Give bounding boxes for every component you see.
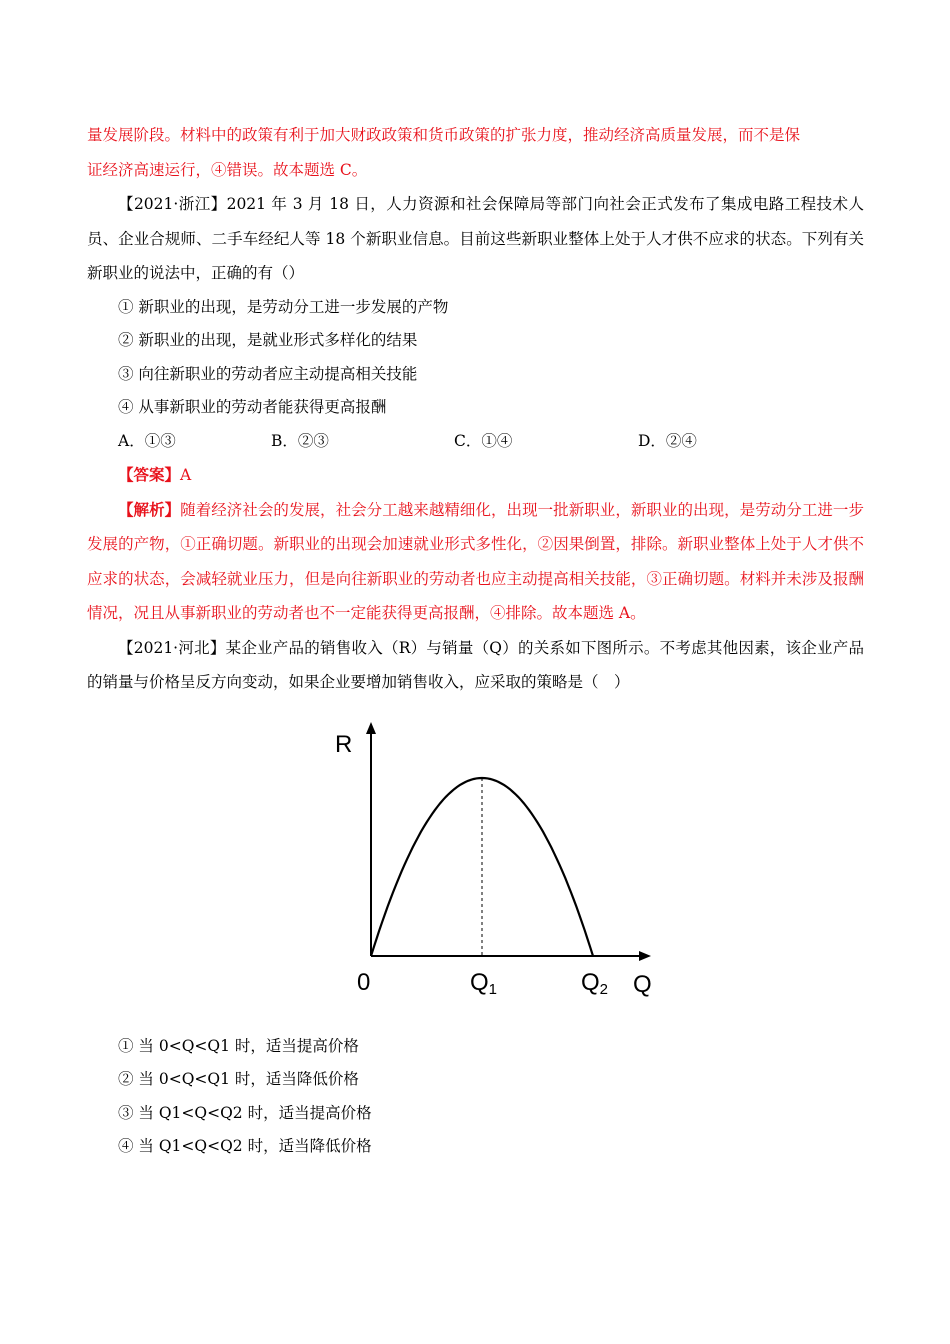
- origin-label: 0: [357, 968, 371, 996]
- y-axis-label: R: [335, 730, 353, 758]
- analysis-text: 随着经济社会的发展，社会分工越来越精细化，出现一批新职业，新职业的出现，是劳动分工进一步发展的产物，①正确切题。新职业的出现会加速就业形式多性化，②因果倒置，排除。新职业整体上处于人才供不应求的状态，会减轻就业压力，但是向往新职业的劳动者也应主动提高相关技能，③正确切题。材料并未涉及报酬情况，况且从事新职业的劳动者也不一定能获得更高报酬，④排除。故本题选 A。: [87, 500, 864, 622]
- analysis-tag: 【解析】: [118, 499, 181, 519]
- choice-a: A．①③: [118, 431, 176, 450]
- question-2-text: 某企业产品的销售收入（R）与销量（Q）的关系如下图所示。不考虑其他因素，该企业产品的销量与价格呈反方向变动，如果企业要增加销售收入，应采取的策略是（ ）: [87, 638, 865, 691]
- previous-analysis-line2: 证经济高速运行，④错误。故本题选 C。: [87, 160, 368, 179]
- question-1-option-3: ③ 向往新职业的劳动者应主动提高相关技能: [118, 364, 418, 383]
- x-tick-q1: [470, 969, 497, 998]
- question-2-option-4: ④ 当 Q1<Q<Q2 时，适当降低价格: [118, 1137, 372, 1155]
- question-1-choices: [87, 425, 864, 459]
- question-1-text: 2021 年 3 月 18 日，人力资源和社会保障局等部门向社会正式发布了集成电路工程技术人员、企业合规师、二手车经纪人等 18 个新职业信息。目前这些新职业整体上处于人才供不应求的状态。下列有关新职业的说法中，正确的有（）: [87, 195, 864, 282]
- question-2-option-3: ③ 当 Q1<Q<Q2 时，适当提高价格: [118, 1103, 372, 1122]
- x-axis-arrow: [639, 951, 651, 961]
- choice-c: C．①④: [454, 431, 513, 450]
- previous-analysis-line1: 量发展阶段。材料中的政策有利于加大财政政策和货币政策的扩张力度，推动经济高质量发展，而不是保: [87, 126, 801, 144]
- x-tick-q1-sub: 1: [488, 980, 498, 998]
- choice-d: D．②④: [638, 431, 697, 450]
- question-1-analysis: [87, 493, 864, 631]
- y-axis-arrow: [366, 722, 376, 734]
- question-2-source: 【2021·河北】: [118, 638, 226, 657]
- x-axis-label: Q: [633, 970, 652, 998]
- x-tick-q2: [581, 969, 608, 998]
- x-tick-q1-main: Q: [470, 968, 489, 996]
- question-2-option-2: ② 当 0<Q<Q1 时，适当降低价格: [118, 1070, 359, 1088]
- x-tick-q2-main: Q: [581, 968, 600, 996]
- question-1-source: 【2021·浙江】: [118, 195, 227, 213]
- x-tick-q2-sub: 2: [599, 980, 609, 998]
- question-1-stem: [87, 187, 864, 291]
- question-1-answer: [87, 458, 864, 493]
- chart-svg: [87, 712, 864, 1012]
- chart-axes: [366, 722, 651, 961]
- question-1-option-4: ④ 从事新职业的劳动者能获得更高报酬: [118, 398, 387, 416]
- previous-analysis: [87, 118, 864, 187]
- choice-b: B．②③: [271, 431, 329, 450]
- answer-tag: 【答案】: [118, 465, 181, 484]
- document-page: [87, 118, 864, 1164]
- question-2-option-1: ① 当 0<Q<Q1 时，适当提高价格: [118, 1036, 359, 1055]
- question-1-option-2: ② 新职业的出现，是就业形式多样化的结果: [118, 331, 418, 349]
- answer-value: A: [180, 466, 192, 484]
- revenue-quantity-chart: [87, 712, 864, 1012]
- question-1-option-1: ① 新职业的出现，是劳动分工进一步发展的产物: [118, 297, 449, 316]
- question-2-stem: [87, 631, 864, 700]
